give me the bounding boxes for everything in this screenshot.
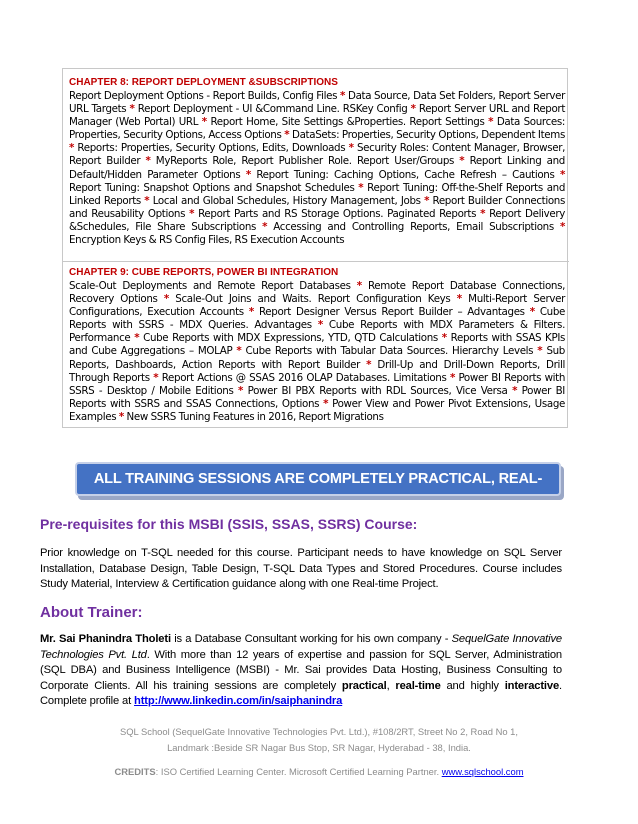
topic-item: Data Sources: Properties, Security Options, Access Options: [69, 116, 566, 142]
topic-item: Report Deployment - UI &Command Line. RSKey Config: [137, 103, 408, 116]
asterisk-separator: *: [163, 293, 169, 306]
trainer-bio: [40, 632, 562, 710]
asterisk-separator: *: [284, 129, 290, 142]
asterisk-separator: *: [317, 319, 323, 332]
asterisk-separator: *: [153, 371, 159, 384]
asterisk-separator: *: [410, 103, 416, 116]
chapters-box: [62, 68, 568, 428]
topic-item: Sub Reports, Dashboards, Action Reports with Report Builder: [69, 345, 565, 371]
topic-item: Reports: Properties, Security Options, Edits, Downloads: [77, 142, 346, 155]
topic-item: Encryption Keys & RS Config Files, RS Execution Accounts: [69, 234, 345, 247]
asterisk-separator: *: [236, 345, 242, 358]
topic-item: Report Deployment Options - Report Builds, Config Files: [69, 90, 338, 102]
asterisk-separator: *: [424, 194, 430, 207]
asterisk-separator: *: [441, 332, 447, 345]
topic-item: Cube Reports with MDX Expressions, YTD, QTD Calculations: [143, 332, 438, 345]
asterisk-separator: *: [145, 155, 151, 168]
topic-item: Cube Reports with Tabular Data Sources. Hierarchy Levels: [245, 345, 534, 358]
emphasis-real-time: real-time: [395, 679, 441, 692]
credits-label: CREDITS: [114, 766, 156, 777]
topic-item: Report Linking and Default/Hidden Parameter Options: [69, 155, 565, 181]
topic-item: Security Roles: Content Manager, Browser, Report Builder: [69, 142, 566, 168]
asterisk-separator: *: [144, 194, 150, 207]
chapter-8: [63, 69, 569, 253]
topic-item: Power BI Reports with SSRS and SSAS Connections, Options: [69, 384, 565, 410]
topic-item: Report Actions @ SSAS 2016 OLAP Databases. Limitations: [161, 371, 447, 384]
topic-item: Scale-Out Joins and Waits. Report Configuration Keys: [175, 293, 451, 306]
topic-item: DataSets: Properties, Security Options, Dependent Items: [292, 129, 565, 142]
asterisk-separator: *: [488, 116, 494, 129]
topic-item: Power BI PBX Reports with RDL Sources, Vice Versa: [247, 384, 508, 397]
prerequisites-heading: Pre-requisites for this MSBI (SSIS, SSAS, SSRS) Course:: [40, 516, 418, 532]
footer-address-line-2: Landmark :Beside SR Nagar Bus Stop, SR Nagar, Hyderabad - 38, India.: [167, 742, 471, 753]
asterisk-separator: *: [129, 103, 135, 116]
topic-item: Reports with SSAS KPIs and Cube Aggregations – MOLAP: [69, 332, 566, 358]
prerequisites-text: Prior knowledge on T-SQL needed for this course. Participant needs to have knowledge on SQL Server Installation, Database Design, Table Design, T-SQL Data Types and Stored Procedures. Course includes Study Material, Interview & Certification guidance along with one Real-time Project.: [40, 547, 562, 590]
asterisk-separator: *: [201, 116, 207, 129]
topic-item: Scale-Out Deployments and Remote Report Databases: [69, 280, 351, 292]
topic-item: Remote Report Database Connections, Recovery Options: [69, 280, 566, 306]
emphasis-practical: practical: [341, 679, 387, 692]
topic-item: Report Parts and RS Storage Options. Paginated Reports: [198, 207, 477, 220]
asterisk-separator: *: [134, 332, 140, 345]
asterisk-separator: *: [245, 168, 251, 181]
asterisk-separator: *: [348, 142, 354, 155]
trainer-bio-text: and highly: [440, 679, 505, 692]
asterisk-separator: *: [358, 181, 364, 194]
asterisk-separator: *: [449, 371, 455, 384]
asterisk-separator: *: [69, 142, 75, 155]
emphasis-interactive: interactive: [504, 679, 560, 692]
asterisk-separator: *: [559, 220, 566, 233]
footer-address-line-1: SQL School (SequelGate Innovative Technologies Pvt. Ltd.), #108/2RT, Street No 2, Road No 1,: [120, 726, 518, 737]
topic-item: Report Delivery &Schedules, File Share Subscriptions: [69, 207, 565, 233]
asterisk-separator: *: [262, 220, 268, 233]
topic-item: Accessing and Controlling Reports, Email Subscriptions: [273, 220, 554, 233]
topic-item: Report Designer Versus Report Builder – Advantages: [258, 306, 525, 319]
topic-item: Cube Reports with MDX Parameters & Filters. Performance: [69, 319, 565, 345]
topic-item: Local and Global Schedules, History Management, Jobs: [152, 194, 421, 207]
company-name: SequelGate Innovative Technologies Pvt. Ltd: [40, 633, 562, 661]
chapter-9-title: CHAPTER 9: CUBE REPORTS, POWER BI INTEGRATION: [69, 267, 339, 278]
topic-item: MyReports Role, Report Publisher Role. Report User/Groups: [155, 155, 455, 168]
topic-item: Multi-Report Server Configurations, Execution Accounts: [69, 293, 565, 319]
asterisk-separator: *: [340, 90, 346, 102]
chapter-8-title: CHAPTER 8: REPORT DEPLOYMENT &SUBSCRIPTIONS: [69, 77, 338, 88]
asterisk-separator: *: [456, 293, 462, 306]
asterisk-separator: *: [323, 397, 329, 410]
asterisk-separator: *: [459, 155, 465, 168]
trainer-bio-text: . Complete profile at: [40, 679, 562, 707]
trainer-name: Mr. Sai Phanindra Tholeti: [40, 633, 171, 645]
topic-item: Cube Reports with SSRS - MDX Queries. Advantages: [69, 306, 566, 332]
topic-item: Power BI Reports with SSRS - Desktop / Mobile Editions: [69, 371, 566, 397]
asterisk-separator: *: [559, 168, 566, 181]
topic-item: Drill-Up and Drill-Down Reports, Drill Through Reports: [69, 358, 566, 384]
topic-item: Report Tuning: Caching Options, Cache Refresh – Cautions: [256, 168, 555, 181]
footer-credits: [0, 764, 638, 779]
asterisk-separator: *: [366, 358, 372, 371]
about-trainer-heading: About Trainer:: [40, 604, 143, 621]
topic-item: Report Tuning: Off-the-Shelf Reports and Linked Reports: [69, 181, 566, 207]
linkedin-profile-link[interactable]: http://www.linkedin.com/in/saiphanindra: [134, 695, 343, 707]
topic-item: Data Source, Data Set Folders, Report Server URL Targets: [69, 90, 566, 116]
asterisk-separator: *: [480, 207, 486, 220]
chapter-8-topics: [69, 90, 565, 247]
asterisk-separator: *: [189, 207, 195, 220]
topic-item: Report Server URL and Report Manager (Web Portal) URL: [69, 103, 566, 129]
chapter-9-topics: [69, 280, 565, 424]
topic-item: Report Builder Connections and Reusability Options: [69, 194, 566, 220]
asterisk-separator: *: [512, 384, 518, 397]
asterisk-separator: *: [537, 345, 543, 358]
trainer-bio-text: . With more than 12 years of expertise and passion for SQL Server, Administration (SQL DBA) and Business Intelligence (MSBI) - Mr. Sai provides Data Hosting, Business Consulting to Corporate Clients. All his training sessions are completely: [40, 648, 562, 692]
topic-item: Report Tuning: Snapshot Options and Snapshot Schedules: [69, 181, 355, 194]
asterisk-separator: *: [356, 280, 362, 292]
credits-text: : ISO Certified Learning Center. Microsoft Certified Learning Partner.: [155, 766, 442, 777]
topic-item: Power View and Power Pivot Extensions, Usage Examples: [69, 397, 566, 423]
trainer-bio-text: is a Database Consultant working for his own company -: [170, 633, 452, 645]
chapter-9: [63, 261, 569, 428]
website-link[interactable]: www.sqlschool.com: [441, 766, 524, 777]
asterisk-separator: *: [118, 410, 124, 423]
asterisk-separator: *: [529, 306, 535, 319]
trainer-bio-text: ,: [386, 679, 396, 692]
topic-item: Report Home, Site Settings &Properties. Report Settings: [210, 116, 485, 129]
asterisk-separator: *: [238, 384, 244, 397]
practical-training-banner: ALL TRAINING SESSIONS ARE COMPLETELY PRACTICAL, REAL-TIME.: [75, 462, 561, 496]
topic-item: New SSRS Tuning Features in 2016, Report Migrations: [126, 410, 384, 423]
asterisk-separator: *: [248, 306, 254, 319]
